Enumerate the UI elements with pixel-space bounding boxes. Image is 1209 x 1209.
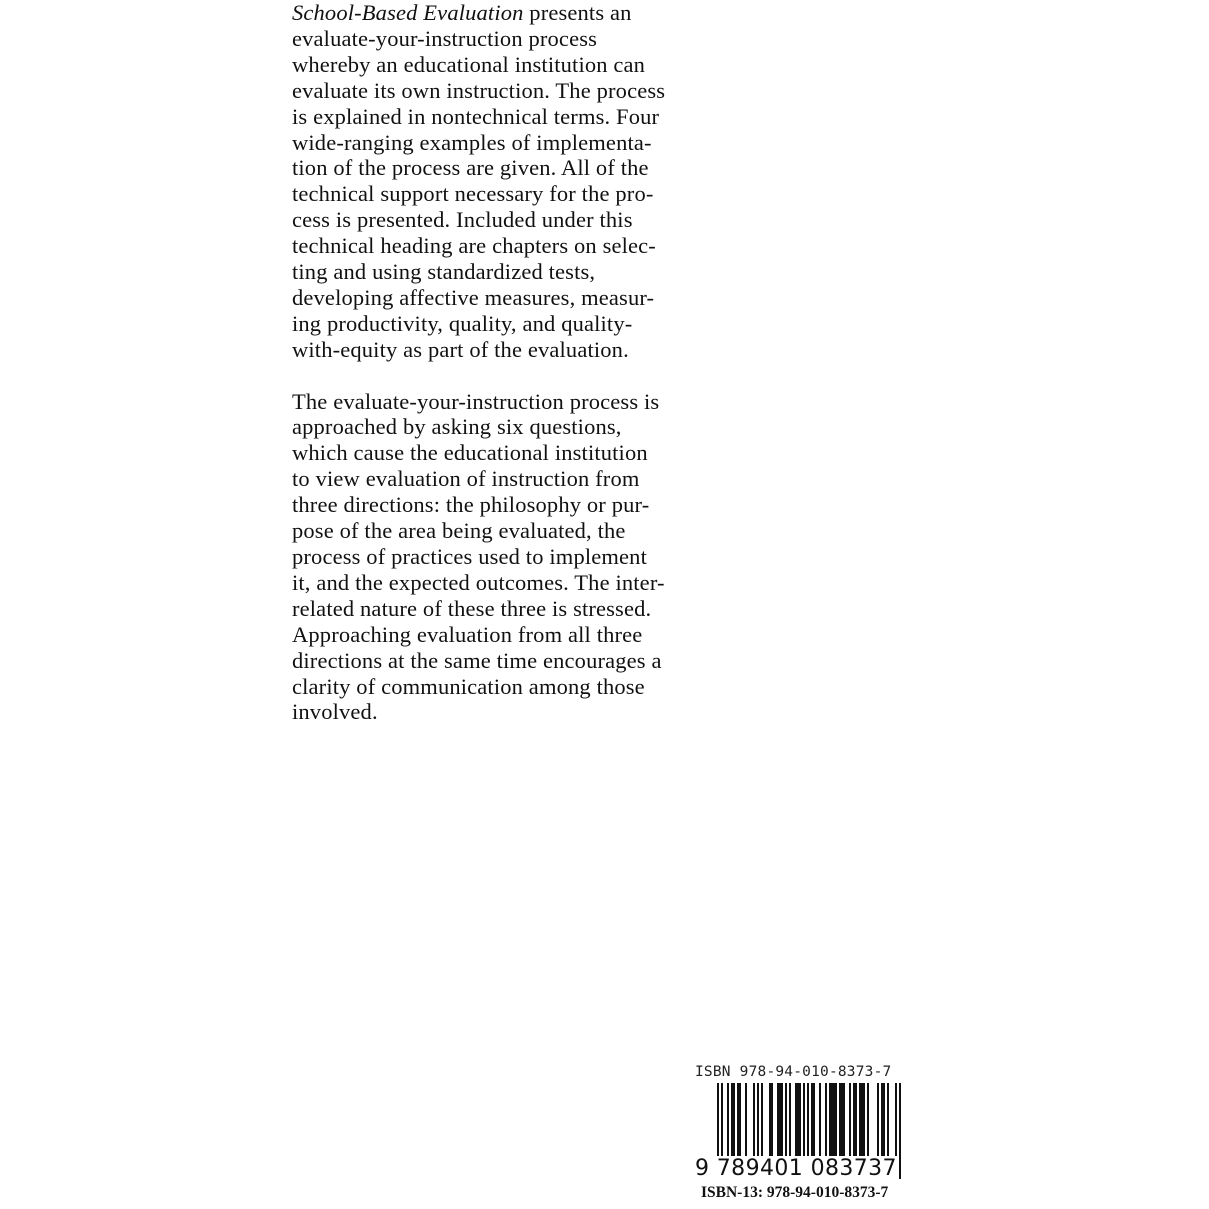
barcode-bar (867, 1083, 869, 1163)
barcode-bar (895, 1083, 897, 1163)
barcode-digits: 9 789401 083737 (695, 1156, 897, 1181)
description-line: directions at the same time encourages a (292, 647, 662, 673)
barcode-bar (769, 1083, 773, 1163)
description-line: technical heading are chapters on selec- (292, 233, 656, 259)
description-line: to view evaluation of instruction from (292, 466, 640, 492)
barcode-bar (853, 1083, 857, 1163)
barcode-bar (881, 1083, 885, 1163)
isbn-label-bottom: ISBN-13: 978-94-010-8373-7 (701, 1184, 889, 1201)
description-line: whereby an educational institution can (292, 51, 646, 77)
description-line: Approaching evaluation from all three (292, 621, 643, 647)
description-line: three directions: the philosophy or pur- (292, 492, 650, 518)
barcode-bar (761, 1083, 763, 1163)
description-line: developing affective measures, measur- (292, 284, 655, 310)
description-line: involved. (292, 699, 378, 725)
barcode-bar (887, 1083, 889, 1163)
description-line: The evaluate-your-instruction process is (292, 388, 660, 414)
barcode-bar (795, 1083, 801, 1163)
description-line: with-equity as part of the evaluation. (292, 336, 629, 362)
description-line: it, and the expected outcomes. The inter- (292, 569, 665, 595)
barcode-bar (829, 1083, 837, 1163)
description-line: clarity of communication among those (292, 673, 645, 699)
barcode-bar (859, 1083, 865, 1163)
barcode-bar (899, 1083, 901, 1179)
barcode-bar (789, 1083, 791, 1163)
description-line: tion of the process are given. All of the (292, 155, 649, 181)
description-line: School-Based Evaluation presents an (292, 0, 632, 25)
barcode-bar (825, 1083, 827, 1163)
barcode-bar (753, 1083, 755, 1163)
description-paragraph-1 (292, 0, 752, 363)
description-line: evaluate-your-instruction process (292, 25, 598, 51)
barcode-bar (839, 1083, 845, 1163)
description-line: ing productivity, quality, and quality- (292, 310, 633, 336)
description-line: cess is presented. Included under this (292, 207, 633, 233)
book-title-italic: School-Based Evaluation (292, 0, 524, 25)
barcode-bar (777, 1083, 783, 1163)
description-line: evaluate its own instruction. The process (292, 77, 666, 103)
barcode-bar (745, 1083, 747, 1163)
barcode-bar (849, 1083, 851, 1163)
description-line: related nature of these three is stressed. (292, 595, 652, 621)
description-paragraph-2 (292, 389, 752, 726)
barcode-bar (727, 1083, 729, 1163)
isbn-label-top: ISBN 978-94-010-8373-7 (695, 1064, 892, 1080)
barcode-bar (819, 1083, 821, 1163)
description-line: wide-ranging examples of implementa- (292, 129, 652, 155)
barcode-bar (785, 1083, 787, 1163)
barcode-bar (877, 1083, 879, 1163)
description-line: approached by asking six questions, (292, 414, 622, 440)
barcode-bar (731, 1083, 735, 1163)
barcode-bar (757, 1083, 759, 1163)
isbn-barcode-block (695, 1064, 935, 1204)
description-line: which cause the educational institution (292, 440, 648, 466)
description-line: is explained in nontechnical terms. Four (292, 103, 660, 129)
description-line: pose of the area being evaluated, the (292, 518, 626, 544)
description-line: process of practices used to implement (292, 544, 647, 570)
barcode-bar (737, 1083, 741, 1163)
back-cover-description (292, 0, 752, 725)
description-line: ting and using standardized tests, (292, 259, 596, 285)
description-line: technical support necessary for the pro- (292, 181, 654, 207)
